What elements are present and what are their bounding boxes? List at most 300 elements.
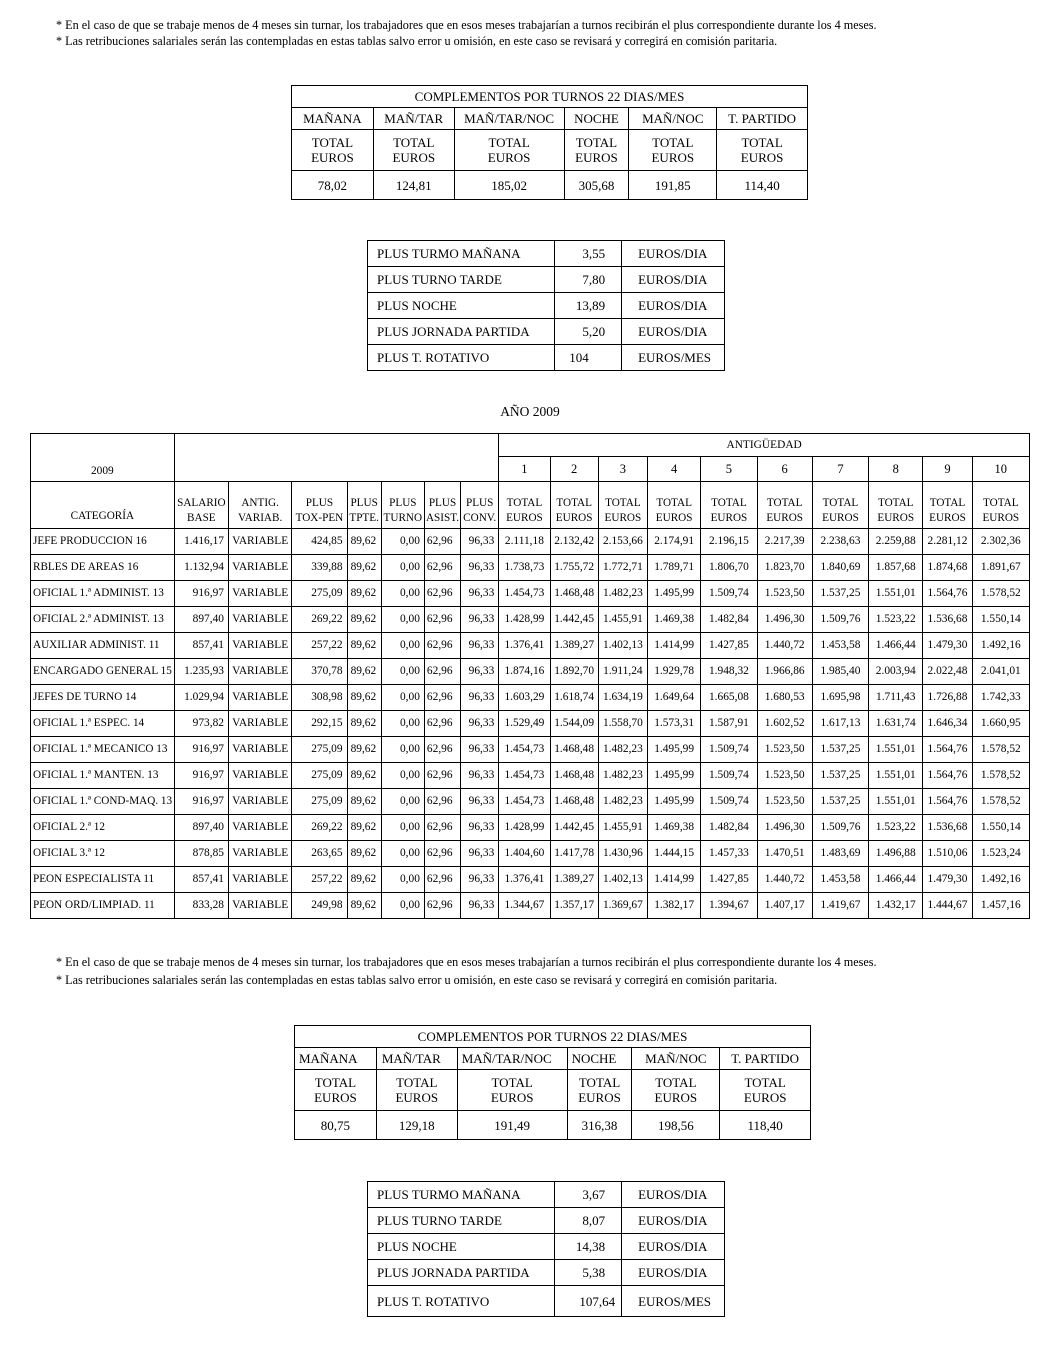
total-cell: 1.432,17 xyxy=(869,893,923,919)
total-cell: 1.537,25 xyxy=(812,763,868,789)
antiguedad-level: 9 xyxy=(923,457,972,482)
notes-top xyxy=(56,18,877,49)
total-cell: 1.455,91 xyxy=(598,607,647,633)
value-cell: 198,56 xyxy=(632,1111,720,1140)
turno-cell: 0,00 xyxy=(381,789,424,815)
total-cell: 1.509,76 xyxy=(812,607,868,633)
total-label: TOTAL EUROS xyxy=(567,1070,632,1111)
total-cell: 1.389,27 xyxy=(550,867,598,893)
total-cell: 1.389,27 xyxy=(550,633,598,659)
table-row xyxy=(31,581,1030,607)
total-cell: 1.564,76 xyxy=(923,763,972,789)
total-cell: 1.407,17 xyxy=(757,893,812,919)
plus-table-2 xyxy=(367,1181,725,1317)
base-cell: 897,40 xyxy=(174,607,228,633)
category-cell: OFICIAL 1.ª ESPEC. 14 xyxy=(31,711,175,737)
total-cell: 1.414,99 xyxy=(648,633,701,659)
table-row xyxy=(31,685,1030,711)
total-cell: 1.536,68 xyxy=(923,607,972,633)
total-col-header: TOTAL EUROS xyxy=(648,482,701,529)
conv-cell: 96,33 xyxy=(461,555,499,581)
total-cell: 1.479,30 xyxy=(923,633,972,659)
conv-cell: 96,33 xyxy=(461,841,499,867)
year-cell: 2009 xyxy=(31,434,175,482)
tox-cell: 275,09 xyxy=(292,763,347,789)
total-cell: 2.111,18 xyxy=(499,529,550,555)
asist-cell: 62,96 xyxy=(424,659,460,685)
total-cell: 1.618,74 xyxy=(550,685,598,711)
total-cell: 1.578,52 xyxy=(972,763,1029,789)
turno-cell: 0,00 xyxy=(381,529,424,555)
asist-cell: 62,96 xyxy=(424,893,460,919)
asist-cell: 62,96 xyxy=(424,555,460,581)
turno-cell: 0,00 xyxy=(381,711,424,737)
base-cell: 916,97 xyxy=(174,789,228,815)
total-cell: 1.454,73 xyxy=(499,763,550,789)
tox-cell: 249,98 xyxy=(292,893,347,919)
antiguedad-level: 2 xyxy=(550,457,598,482)
tox-cell: 257,22 xyxy=(292,867,347,893)
category-cell: ENCARGADO GENERAL 15 xyxy=(31,659,175,685)
category-cell: OFICIAL 1.ª ADMINIST. 13 xyxy=(31,581,175,607)
category-cell: OFICIAL 2.ª ADMINIST. 13 xyxy=(31,607,175,633)
total-cell: 1.551,01 xyxy=(869,581,923,607)
total-cell: 1.492,16 xyxy=(972,867,1029,893)
base-cell: 916,97 xyxy=(174,581,228,607)
tox-cell: 424,85 xyxy=(292,529,347,555)
complementos-title: COMPLEMENTOS POR TURNOS 22 DIAS/MES xyxy=(295,1026,811,1048)
total-cell: 1.564,76 xyxy=(923,581,972,607)
total-cell: 1.394,67 xyxy=(701,893,757,919)
antig-cell: VARIABLE xyxy=(228,581,291,607)
total-cell: 2.281,12 xyxy=(923,529,972,555)
col-header: MAÑ/TAR/NOC xyxy=(454,108,564,130)
total-cell: 1.510,06 xyxy=(923,841,972,867)
total-label: TOTAL EUROS xyxy=(564,130,629,171)
total-cell: 1.823,70 xyxy=(757,555,812,581)
conv-cell: 96,33 xyxy=(461,529,499,555)
total-cell: 1.646,34 xyxy=(923,711,972,737)
total-cell: 2.196,15 xyxy=(701,529,757,555)
plus-table-1 xyxy=(367,240,725,371)
total-cell: 2.003,94 xyxy=(869,659,923,685)
plus-row: PLUS TURMO MAÑANA 3,67 EUROS/DIA xyxy=(368,1182,725,1208)
total-cell: 2.132,42 xyxy=(550,529,598,555)
total-cell: 1.537,25 xyxy=(812,789,868,815)
total-cell: 1.948,32 xyxy=(701,659,757,685)
conv-cell: 96,33 xyxy=(461,711,499,737)
conv-cell: 96,33 xyxy=(461,685,499,711)
tox-cell: 269,22 xyxy=(292,607,347,633)
total-col-header: TOTAL EUROS xyxy=(923,482,972,529)
plus-row: PLUS TURMO MAÑANA 3,55 EUROS/DIA xyxy=(368,241,725,267)
fixed-col-header: PLUS ASIST. xyxy=(424,482,460,529)
tpte-cell: 89,62 xyxy=(347,529,381,555)
notes-bottom xyxy=(56,955,877,988)
tpte-cell: 89,62 xyxy=(347,607,381,633)
total-cell: 1.603,29 xyxy=(499,685,550,711)
total-cell: 1.649,64 xyxy=(648,685,701,711)
col-header: MAÑ/TAR/NOC xyxy=(457,1048,567,1070)
categoria-header: CATEGORÍA xyxy=(31,482,175,529)
total-cell: 1.857,68 xyxy=(869,555,923,581)
asist-cell: 62,96 xyxy=(424,633,460,659)
total-cell: 1.523,50 xyxy=(757,581,812,607)
total-cell: 1.509,74 xyxy=(701,737,757,763)
year-title: AÑO 2009 xyxy=(500,404,560,419)
total-cell: 1.551,01 xyxy=(869,789,923,815)
total-cell: 1.966,86 xyxy=(757,659,812,685)
turno-cell: 0,00 xyxy=(381,607,424,633)
asist-cell: 62,96 xyxy=(424,607,460,633)
antig-cell: VARIABLE xyxy=(228,867,291,893)
asist-cell: 62,96 xyxy=(424,841,460,867)
total-cell: 1.509,74 xyxy=(701,789,757,815)
total-cell: 1.496,30 xyxy=(757,607,812,633)
value-cell: 124,81 xyxy=(373,171,454,200)
total-cell: 1.536,68 xyxy=(923,815,972,841)
total-cell: 1.444,67 xyxy=(923,893,972,919)
base-cell: 1.416,17 xyxy=(174,529,228,555)
total-cell: 1.495,99 xyxy=(648,763,701,789)
total-cell: 1.482,23 xyxy=(598,737,647,763)
tpte-cell: 89,62 xyxy=(347,867,381,893)
conv-cell: 96,33 xyxy=(461,867,499,893)
total-cell: 1.509,76 xyxy=(812,815,868,841)
total-cell: 1.564,76 xyxy=(923,789,972,815)
asist-cell: 62,96 xyxy=(424,581,460,607)
total-cell: 1.442,45 xyxy=(550,815,598,841)
total-cell: 1.550,14 xyxy=(972,607,1029,633)
col-header: T. PARTIDO xyxy=(720,1048,811,1070)
value-cell: 80,75 xyxy=(295,1111,377,1140)
total-cell: 1.382,17 xyxy=(648,893,701,919)
table-row xyxy=(31,633,1030,659)
asist-cell: 62,96 xyxy=(424,737,460,763)
antig-cell: VARIABLE xyxy=(228,841,291,867)
antig-cell: VARIABLE xyxy=(228,815,291,841)
plus-row: PLUS T. ROTATIVO 104 EUROS/MES xyxy=(368,345,725,371)
category-cell: AUXILIAR ADMINIST. 11 xyxy=(31,633,175,659)
total-cell: 1.726,88 xyxy=(923,685,972,711)
antiguedad-level: 7 xyxy=(812,457,868,482)
base-cell: 1.235,93 xyxy=(174,659,228,685)
asist-cell: 62,96 xyxy=(424,867,460,893)
tox-cell: 370,78 xyxy=(292,659,347,685)
turno-cell: 0,00 xyxy=(381,659,424,685)
total-cell: 1.454,73 xyxy=(499,581,550,607)
plus-row: PLUS JORNADA PARTIDA 5,20 EUROS/DIA xyxy=(368,319,725,345)
total-cell: 1.482,84 xyxy=(701,815,757,841)
turno-cell: 0,00 xyxy=(381,633,424,659)
salary-table xyxy=(30,433,1030,919)
total-cell: 1.496,88 xyxy=(869,841,923,867)
category-cell: PEON ORD/LIMPIAD. 11 xyxy=(31,893,175,919)
total-cell: 1.427,85 xyxy=(701,633,757,659)
total-cell: 1.469,38 xyxy=(648,607,701,633)
total-cell: 1.454,73 xyxy=(499,789,550,815)
total-cell: 1.617,13 xyxy=(812,711,868,737)
total-cell: 1.911,24 xyxy=(598,659,647,685)
antig-cell: VARIABLE xyxy=(228,789,291,815)
table-row xyxy=(31,529,1030,555)
total-cell: 1.470,51 xyxy=(757,841,812,867)
table-row xyxy=(31,737,1030,763)
tox-cell: 339,88 xyxy=(292,555,347,581)
conv-cell: 96,33 xyxy=(461,581,499,607)
antiguedad-level: 5 xyxy=(701,457,757,482)
note-line: * En el caso de que se trabaje menos de 4 meses sin turnar, los trabajadores que en esos meses trabajarían a turnos recibirán el plus correspondiente durante los 4 meses. xyxy=(56,18,877,32)
turno-cell: 0,00 xyxy=(381,555,424,581)
total-cell: 1.634,19 xyxy=(598,685,647,711)
conv-cell: 96,33 xyxy=(461,763,499,789)
total-cell: 1.454,73 xyxy=(499,737,550,763)
base-cell: 833,28 xyxy=(174,893,228,919)
total-cell: 1.466,44 xyxy=(869,867,923,893)
category-cell: RBLES DE AREAS 16 xyxy=(31,555,175,581)
total-cell: 1.479,30 xyxy=(923,867,972,893)
total-cell: 1.466,44 xyxy=(869,633,923,659)
turno-cell: 0,00 xyxy=(381,737,424,763)
total-cell: 1.455,91 xyxy=(598,815,647,841)
total-cell: 1.440,72 xyxy=(757,633,812,659)
total-cell: 1.468,48 xyxy=(550,737,598,763)
col-header: MAÑ/NOC xyxy=(632,1048,720,1070)
conv-cell: 96,33 xyxy=(461,893,499,919)
total-col-header: TOTAL EUROS xyxy=(499,482,550,529)
total-col-header: TOTAL EUROS xyxy=(869,482,923,529)
base-cell: 916,97 xyxy=(174,737,228,763)
plus-row: PLUS JORNADA PARTIDA 5,38 EUROS/DIA xyxy=(368,1260,725,1286)
antig-cell: VARIABLE xyxy=(228,555,291,581)
tpte-cell: 89,62 xyxy=(347,581,381,607)
asist-cell: 62,96 xyxy=(424,763,460,789)
total-cell: 1.402,13 xyxy=(598,633,647,659)
conv-cell: 96,33 xyxy=(461,659,499,685)
total-cell: 1.551,01 xyxy=(869,737,923,763)
total-col-header: TOTAL EUROS xyxy=(972,482,1029,529)
category-cell: PEON ESPECIALISTA 11 xyxy=(31,867,175,893)
tox-cell: 292,15 xyxy=(292,711,347,737)
tpte-cell: 89,62 xyxy=(347,659,381,685)
total-cell: 1.492,16 xyxy=(972,633,1029,659)
antiguedad-level: 4 xyxy=(648,457,701,482)
total-cell: 1.551,01 xyxy=(869,763,923,789)
total-cell: 2.302,36 xyxy=(972,529,1029,555)
table-row xyxy=(31,555,1030,581)
total-cell: 1.772,71 xyxy=(598,555,647,581)
base-cell: 857,41 xyxy=(174,867,228,893)
total-cell: 1.523,50 xyxy=(757,763,812,789)
total-cell: 1.587,91 xyxy=(701,711,757,737)
value-cell: 114,40 xyxy=(717,171,808,200)
antiguedad-level: 3 xyxy=(598,457,647,482)
total-cell: 1.680,53 xyxy=(757,685,812,711)
total-cell: 1.874,16 xyxy=(499,659,550,685)
total-cell: 1.357,17 xyxy=(550,893,598,919)
total-cell: 1.550,14 xyxy=(972,815,1029,841)
col-header: T. PARTIDO xyxy=(717,108,808,130)
antig-cell: VARIABLE xyxy=(228,607,291,633)
fixed-col-header: PLUS CONV. xyxy=(461,482,499,529)
total-label: TOTAL EUROS xyxy=(629,130,717,171)
base-cell: 897,40 xyxy=(174,815,228,841)
antiguedad-header: ANTIGÜEDAD xyxy=(499,434,1030,457)
total-cell: 2.238,63 xyxy=(812,529,868,555)
total-cell: 1.482,23 xyxy=(598,763,647,789)
total-cell: 1.523,24 xyxy=(972,841,1029,867)
total-cell: 1.417,78 xyxy=(550,841,598,867)
turno-cell: 0,00 xyxy=(381,893,424,919)
total-cell: 1.482,23 xyxy=(598,789,647,815)
turno-cell: 0,00 xyxy=(381,581,424,607)
tox-cell: 257,22 xyxy=(292,633,347,659)
value-cell: 185,02 xyxy=(454,171,564,200)
total-cell: 1.523,22 xyxy=(869,815,923,841)
total-cell: 1.602,52 xyxy=(757,711,812,737)
total-cell: 1.523,22 xyxy=(869,607,923,633)
antiguedad-level: 6 xyxy=(757,457,812,482)
total-cell: 2.153,66 xyxy=(598,529,647,555)
total-col-header: TOTAL EUROS xyxy=(812,482,868,529)
total-cell: 2.174,91 xyxy=(648,529,701,555)
antig-cell: VARIABLE xyxy=(228,711,291,737)
col-header: NOCHE xyxy=(564,108,629,130)
turno-cell: 0,00 xyxy=(381,685,424,711)
total-cell: 1.929,78 xyxy=(648,659,701,685)
category-cell: JEFES DE TURNO 14 xyxy=(31,685,175,711)
asist-cell: 62,96 xyxy=(424,685,460,711)
category-cell: OFICIAL 3.ª 12 xyxy=(31,841,175,867)
total-cell: 1.891,67 xyxy=(972,555,1029,581)
total-cell: 1.457,16 xyxy=(972,893,1029,919)
tpte-cell: 89,62 xyxy=(347,815,381,841)
total-cell: 1.573,31 xyxy=(648,711,701,737)
complementos-table-2 xyxy=(294,1025,811,1140)
total-cell: 1.369,67 xyxy=(598,893,647,919)
tpte-cell: 89,62 xyxy=(347,841,381,867)
base-cell: 878,85 xyxy=(174,841,228,867)
value-cell: 191,49 xyxy=(457,1111,567,1140)
total-label: TOTAL EUROS xyxy=(717,130,808,171)
asist-cell: 62,96 xyxy=(424,529,460,555)
total-cell: 1.660,95 xyxy=(972,711,1029,737)
total-cell: 1.537,25 xyxy=(812,737,868,763)
conv-cell: 96,33 xyxy=(461,607,499,633)
category-cell: OFICIAL 1.ª COND-MAQ. 13 xyxy=(31,789,175,815)
antig-cell: VARIABLE xyxy=(228,685,291,711)
fixed-col-header: PLUS TURNO xyxy=(381,482,424,529)
total-cell: 1.742,33 xyxy=(972,685,1029,711)
total-cell: 1.695,98 xyxy=(812,685,868,711)
antig-cell: VARIABLE xyxy=(228,737,291,763)
asist-cell: 62,96 xyxy=(424,815,460,841)
antig-cell: VARIABLE xyxy=(228,763,291,789)
table-row xyxy=(31,789,1030,815)
total-cell: 1.453,58 xyxy=(812,867,868,893)
total-col-header: TOTAL EUROS xyxy=(701,482,757,529)
total-cell: 1.509,74 xyxy=(701,581,757,607)
total-cell: 1.495,99 xyxy=(648,581,701,607)
total-cell: 1.428,99 xyxy=(499,607,550,633)
tox-cell: 275,09 xyxy=(292,789,347,815)
complementos-title: COMPLEMENTOS POR TURNOS 22 DIAS/MES xyxy=(292,86,808,108)
turno-cell: 0,00 xyxy=(381,815,424,841)
antiguedad-level: 8 xyxy=(869,457,923,482)
total-cell: 1.840,69 xyxy=(812,555,868,581)
total-cell: 1.376,41 xyxy=(499,633,550,659)
total-cell: 1.558,70 xyxy=(598,711,647,737)
col-header: MAÑANA xyxy=(295,1048,377,1070)
table-row xyxy=(31,815,1030,841)
category-cell: OFICIAL 1.ª MANTEN. 13 xyxy=(31,763,175,789)
antig-cell: VARIABLE xyxy=(228,529,291,555)
total-cell: 1.482,84 xyxy=(701,607,757,633)
col-header: MAÑ/NOC xyxy=(629,108,717,130)
total-cell: 1.444,15 xyxy=(648,841,701,867)
col-header: MAÑ/TAR xyxy=(373,108,454,130)
total-cell: 1.404,60 xyxy=(499,841,550,867)
tox-cell: 263,65 xyxy=(292,841,347,867)
total-cell: 1.440,72 xyxy=(757,867,812,893)
table-row xyxy=(31,763,1030,789)
category-cell: OFICIAL 1.ª MECANICO 13 xyxy=(31,737,175,763)
total-cell: 1.523,50 xyxy=(757,789,812,815)
complementos-table-1 xyxy=(291,85,808,200)
value-cell: 118,40 xyxy=(720,1111,811,1140)
conv-cell: 96,33 xyxy=(461,789,499,815)
total-cell: 1.495,99 xyxy=(648,789,701,815)
antiguedad-level: 10 xyxy=(972,457,1029,482)
table-row xyxy=(31,841,1030,867)
total-col-header: TOTAL EUROS xyxy=(598,482,647,529)
total-cell: 1.578,52 xyxy=(972,789,1029,815)
fixed-col-header: SALARIO BASE xyxy=(174,482,228,529)
total-cell: 1.453,58 xyxy=(812,633,868,659)
antiguedad-level: 1 xyxy=(499,457,550,482)
fixed-col-header: ANTIG. VARIAB. xyxy=(228,482,291,529)
tox-cell: 269,22 xyxy=(292,815,347,841)
total-cell: 1.985,40 xyxy=(812,659,868,685)
total-cell: 1.376,41 xyxy=(499,867,550,893)
total-label: TOTAL EUROS xyxy=(632,1070,720,1111)
total-cell: 1.529,49 xyxy=(499,711,550,737)
tpte-cell: 89,62 xyxy=(347,789,381,815)
total-cell: 1.631,74 xyxy=(869,711,923,737)
total-cell: 1.468,48 xyxy=(550,789,598,815)
total-cell: 1.344,67 xyxy=(499,893,550,919)
total-cell: 1.414,99 xyxy=(648,867,701,893)
category-cell: OFICIAL 2.ª 12 xyxy=(31,815,175,841)
value-cell: 305,68 xyxy=(564,171,629,200)
tpte-cell: 89,62 xyxy=(347,685,381,711)
total-cell: 1.789,71 xyxy=(648,555,701,581)
category-cell: JEFE PRODUCCION 16 xyxy=(31,529,175,555)
total-cell: 1.496,30 xyxy=(757,815,812,841)
total-label: TOTAL EUROS xyxy=(373,130,454,171)
value-cell: 316,38 xyxy=(567,1111,632,1140)
table-row xyxy=(31,893,1030,919)
total-cell: 1.402,13 xyxy=(598,867,647,893)
total-cell: 2.041,01 xyxy=(972,659,1029,685)
conv-cell: 96,33 xyxy=(461,815,499,841)
total-cell: 1.806,70 xyxy=(701,555,757,581)
fixed-col-header: PLUS TOX-PEN xyxy=(292,482,347,529)
note-line: * En el caso de que se trabaje menos de 4 meses sin turnar, los trabajadores que en esos meses trabajarían a turnos recibirán el plus correspondiente durante los 4 meses. xyxy=(56,955,877,969)
total-cell: 1.482,23 xyxy=(598,581,647,607)
total-cell: 1.427,85 xyxy=(701,867,757,893)
tpte-cell: 89,62 xyxy=(347,893,381,919)
